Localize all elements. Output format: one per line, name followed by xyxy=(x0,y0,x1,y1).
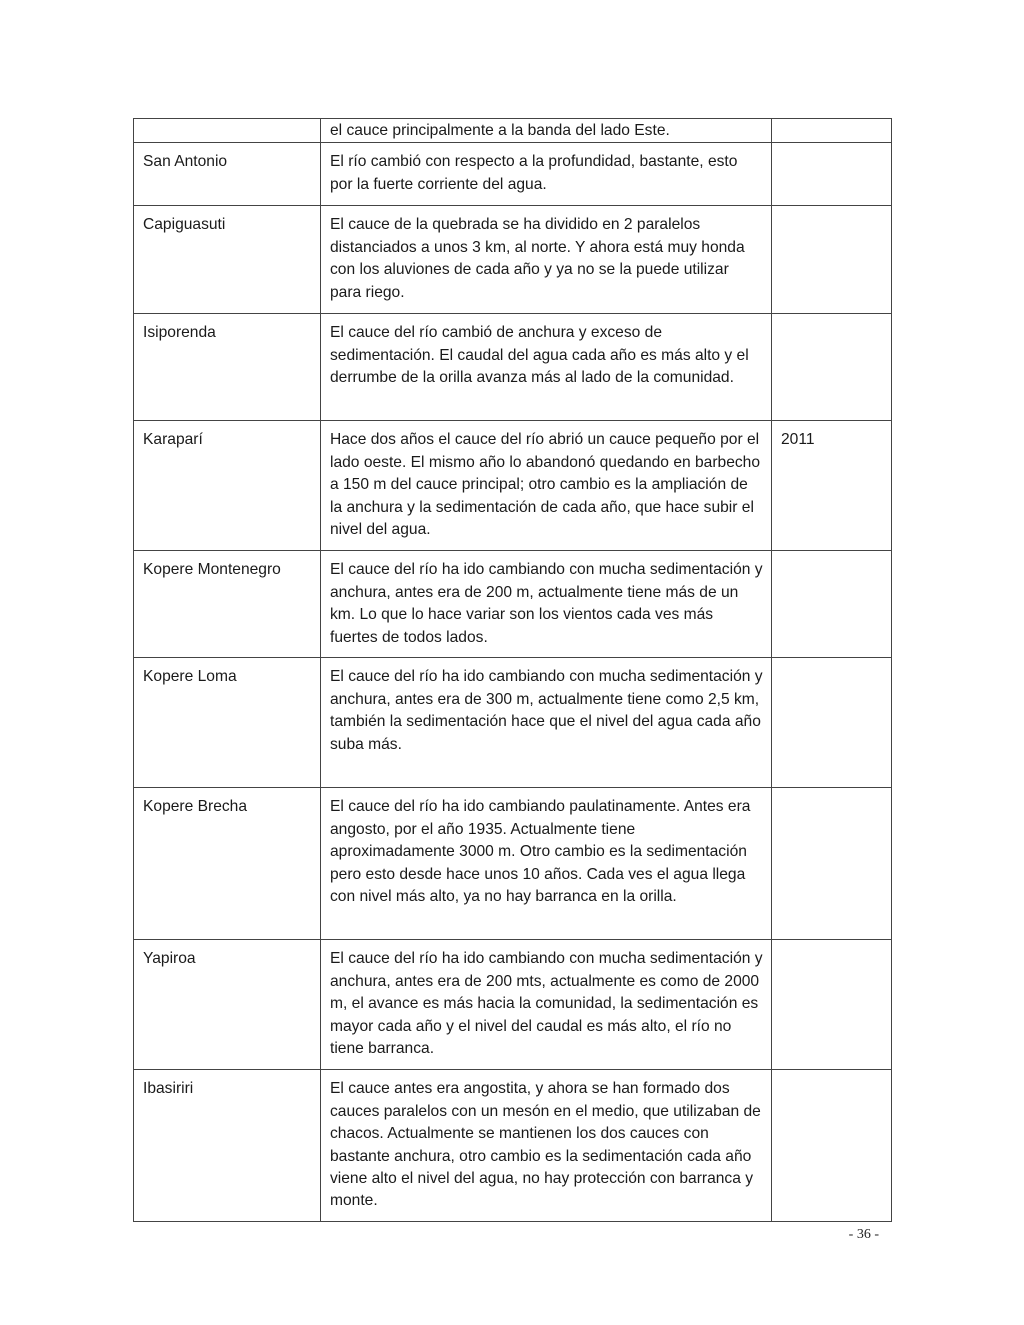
description-cell: El cauce del río ha ido cambiando con mucha sedimentación y anchura, antes era de 200 mts, actualmente es como de 2000 m, el avance es más hacia la comunidad, la sedimentación es mayor cada año y el nivel del caudal es más alto, el río no tiene barranca. xyxy=(321,940,772,1070)
description-cell: Hace dos años el cauce del río abrió un cauce pequeño por el lado oeste. El mismo año lo abandonó quedando en barbecho a 150 m del cauce principal; otro cambio es la ampliación de la anchura y la sedimentación de cada año, que hace subir el nivel del agua. xyxy=(321,421,772,551)
page-number: - 36 - xyxy=(848,1227,879,1242)
description-cell: El cauce del río cambió de anchura y exceso de sedimentación. El caudal del agua cada año es más alto y el derrumbe de la orilla avanza más al lado de la comunidad. xyxy=(321,314,772,421)
community-cell: Kopere Loma xyxy=(134,658,321,788)
table-row xyxy=(134,206,892,314)
table-body xyxy=(134,119,892,1222)
table-row xyxy=(134,551,892,658)
community-cell: Yapiroa xyxy=(134,940,321,1070)
table-row xyxy=(134,314,892,421)
community-cell xyxy=(134,119,321,143)
year-cell xyxy=(772,206,892,314)
table-row xyxy=(134,788,892,940)
year-cell xyxy=(772,658,892,788)
community-cell: Ibasiriri xyxy=(134,1070,321,1222)
description-cell: El cauce del río ha ido cambiando con mucha sedimentación y anchura, antes era de 200 m, actualmente tiene más de un km. Lo que lo hace variar son los vientos cada ves más fuertes de todos lados. xyxy=(321,551,772,658)
table-row xyxy=(134,119,892,143)
table-row xyxy=(134,940,892,1070)
description-cell: El cauce de la quebrada se ha dividido en 2 paralelos distanciados a unos 3 km, al norte. Y ahora está muy honda con los aluviones de cada año y ya no se la puede utilizar para riego. xyxy=(321,206,772,314)
community-cell: San Antonio xyxy=(134,143,321,206)
year-cell xyxy=(772,551,892,658)
year-cell xyxy=(772,119,892,143)
year-cell xyxy=(772,143,892,206)
community-cell: Isiporenda xyxy=(134,314,321,421)
community-cell: Kopere Brecha xyxy=(134,788,321,940)
year-cell xyxy=(772,1070,892,1222)
table-row xyxy=(134,421,892,551)
description-cell: El cauce del río ha ido cambiando con mucha sedimentación y anchura, antes era de 300 m, actualmente tiene como 2,5 km, también la sedimentación hace que el nivel del agua cada año suba más. xyxy=(321,658,772,788)
year-cell xyxy=(772,788,892,940)
year-cell: 2011 xyxy=(772,421,892,551)
description-cell: El río cambió con respecto a la profundidad, bastante, esto por la fuerte corriente del agua. xyxy=(321,143,772,206)
table-row xyxy=(134,1070,892,1222)
description-cell: El cauce antes era angostita, y ahora se han formado dos cauces paralelos con un mesón en el medio, que utilizaban de chacos. Actualmente se mantienen los dos cauces con bastante anchura, otro cambio es la sedimentación cada año viene alto el nivel del agua, no hay protección con barranca y monte. xyxy=(321,1070,772,1222)
table-row xyxy=(134,143,892,206)
year-cell xyxy=(772,940,892,1070)
table-row xyxy=(134,658,892,788)
community-cell: Capiguasuti xyxy=(134,206,321,314)
community-cell: Karaparí xyxy=(134,421,321,551)
community-cell: Kopere Montenegro xyxy=(134,551,321,658)
river-changes-table xyxy=(133,118,892,1222)
description-cell: El cauce del río ha ido cambiando paulatinamente. Antes era angosto, por el año 1935. Actualmente tiene aproximadamente 3000 m. Otro cambio es la sedimentación pero esto desde hace unos 10 años. Cada ves el agua llega con nivel más alto, ya no hay barranca en la orilla. xyxy=(321,788,772,940)
year-cell xyxy=(772,314,892,421)
description-cell: el cauce principalmente a la banda del lado Este. xyxy=(321,119,772,143)
